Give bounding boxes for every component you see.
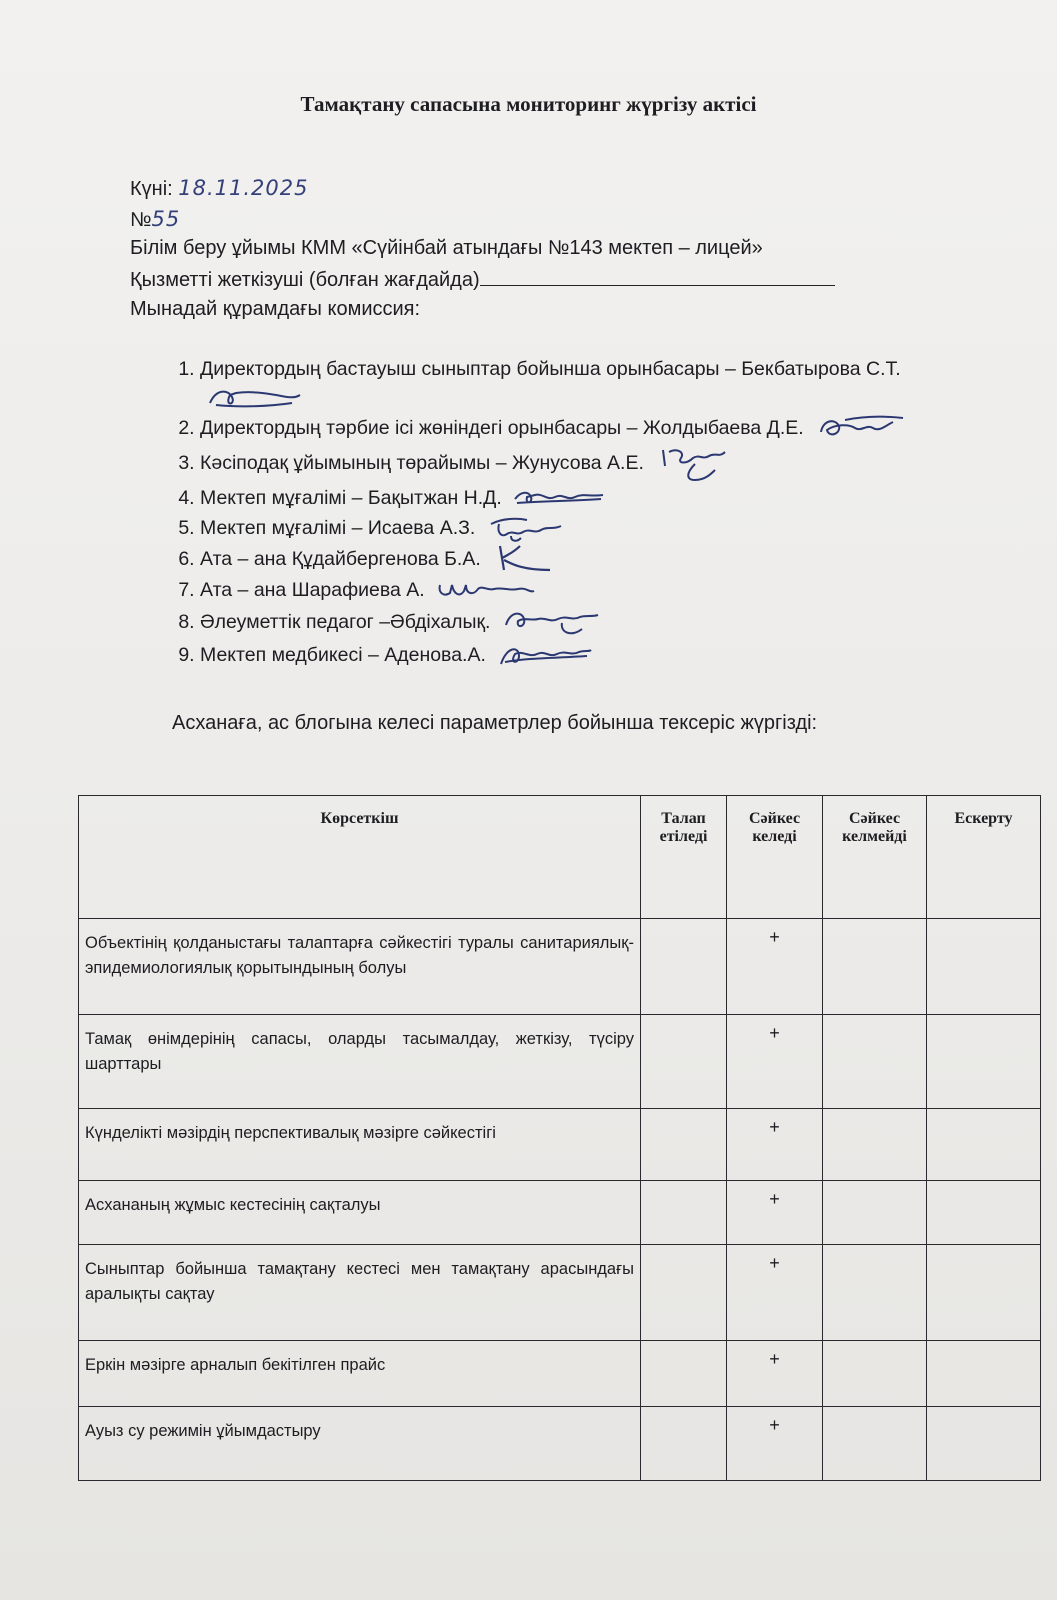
number-line xyxy=(130,207,180,232)
indicator-cell: Еркін мәзірге арналып бекітілген прайс xyxy=(79,1341,641,1407)
date-label: Күні: xyxy=(130,178,173,200)
signature-7 xyxy=(436,577,536,603)
member-item xyxy=(200,605,1000,641)
compliant-cell: + xyxy=(727,1015,823,1109)
compliant-cell: + xyxy=(727,1341,823,1407)
header-indicator: Көрсеткіш xyxy=(79,796,641,919)
table-row xyxy=(79,1245,1041,1341)
table-row xyxy=(79,1341,1041,1407)
member-text: Әлеуметтік педагог –Әбдіхалық. xyxy=(200,611,491,634)
signature-4 xyxy=(513,487,605,511)
noncompliant-cell xyxy=(823,1015,927,1109)
table-row xyxy=(79,919,1041,1015)
note-cell xyxy=(927,1245,1041,1341)
noncompliant-cell xyxy=(823,919,927,1015)
member-item xyxy=(200,514,1000,544)
note-cell xyxy=(927,919,1041,1015)
compliant-cell: + xyxy=(727,1181,823,1245)
inspection-intro: Асханаға, ас блогына келесі параметрлер бойынша тексеріс жүргізді: xyxy=(172,712,818,734)
table-row xyxy=(79,1109,1041,1181)
required-cell xyxy=(641,919,727,1015)
signature-3 xyxy=(655,444,739,484)
provider-label: Қызметті жеткізуші (болған жағдайда) xyxy=(130,269,480,291)
number-label: № xyxy=(130,209,152,231)
provider-blank xyxy=(480,267,835,286)
signature-8 xyxy=(502,605,602,641)
signature-9 xyxy=(497,642,593,670)
noncompliant-cell xyxy=(823,1245,927,1341)
note-cell xyxy=(927,1181,1041,1245)
signature-6 xyxy=(492,544,556,576)
compliant-cell: + xyxy=(727,1109,823,1181)
table-row xyxy=(79,1407,1041,1481)
member-item xyxy=(200,484,1000,514)
member-text: Кәсіподақ ұйымының төрайымы – Жунусова А.Е. xyxy=(200,452,644,475)
provider-line xyxy=(130,267,835,292)
signature-2 xyxy=(815,414,905,444)
required-cell xyxy=(641,1109,727,1181)
indicator-cell: Объектінің қолданыстағы талаптарға сәйкестігі туралы санитариялық-эпидемиологиялық қорытындының болуы xyxy=(79,919,641,1015)
member-item xyxy=(200,641,1000,671)
member-text: Ата – ана Құдайбергенова Б.А. xyxy=(200,547,481,570)
organization-line: Білім беру ұйымы КММ «Сүйінбай атындағы №143 мектеп – лицей» xyxy=(130,237,763,259)
note-cell xyxy=(927,1341,1041,1407)
document-title: Тамақтану сапасына мониторинг жүргізу актісі xyxy=(300,92,757,116)
note-cell xyxy=(927,1015,1041,1109)
member-item xyxy=(200,576,1000,606)
date-value: 18.11.2025 xyxy=(178,176,309,200)
table-header-row xyxy=(79,796,1041,919)
table-row xyxy=(79,1015,1041,1109)
required-cell xyxy=(641,1245,727,1341)
number-value: 55 xyxy=(151,207,181,231)
signature-5 xyxy=(487,514,565,544)
commission-list xyxy=(160,355,1000,671)
noncompliant-cell xyxy=(823,1109,927,1181)
noncompliant-cell xyxy=(823,1407,927,1481)
header-required: Талап етіледі xyxy=(641,796,727,919)
required-cell xyxy=(641,1181,727,1245)
header-noncompliant: Сәйкес келмейді xyxy=(823,796,927,919)
member-text: Ата – ана Шарафиева А. xyxy=(200,578,425,601)
note-cell xyxy=(927,1407,1041,1481)
member-item xyxy=(200,414,1000,444)
compliant-cell: + xyxy=(727,1407,823,1481)
member-text: Мектеп мұғалімі – Бақытжан Н.Д. xyxy=(200,487,502,509)
indicator-cell: Тамақ өнімдерінің сапасы, оларды тасымалдау, жеткізу, түсіру шарттары xyxy=(79,1015,641,1109)
inspection-table xyxy=(78,795,1041,1481)
table-row xyxy=(79,1181,1041,1245)
member-item xyxy=(200,355,1000,414)
commission-label: Мынадай құрамдағы комиссия: xyxy=(130,298,421,320)
date-line xyxy=(130,176,309,201)
indicator-cell: Асхананың жұмыс кестесінің сақталуы xyxy=(79,1181,641,1245)
header-note: Ескерту xyxy=(927,796,1041,919)
member-item xyxy=(200,544,1000,576)
required-cell xyxy=(641,1015,727,1109)
signature-1 xyxy=(206,387,302,411)
indicator-cell: Ауыз су режимін ұйымдастыру xyxy=(79,1407,641,1481)
compliant-cell: + xyxy=(727,1245,823,1341)
note-cell xyxy=(927,1109,1041,1181)
compliant-cell: + xyxy=(727,919,823,1015)
required-cell xyxy=(641,1407,727,1481)
member-text: Мектеп мұғалімі – Исаева А.З. xyxy=(200,516,476,539)
indicator-cell: Күнделікті мәзірдің перспективалық мәзірге сәйкестігі xyxy=(79,1109,641,1181)
member-text: Мектеп медбикесі – Аденова.А. xyxy=(200,644,486,666)
member-item xyxy=(200,444,1000,484)
noncompliant-cell xyxy=(823,1181,927,1245)
required-cell xyxy=(641,1341,727,1407)
header-compliant: Сәйкес келеді xyxy=(727,796,823,919)
member-text: Директордың бастауыш сыныптар бойынша орынбасары – Бекбатырова С.Т. xyxy=(200,358,901,380)
noncompliant-cell xyxy=(823,1341,927,1407)
indicator-cell: Сыныптар бойынша тамақтану кестесі мен тамақтану арасындағы аралықты сақтау xyxy=(79,1245,641,1341)
member-text: Директордың тәрбие ісі жөніндегі орынбасары – Жолдыбаева Д.Е. xyxy=(200,417,804,440)
